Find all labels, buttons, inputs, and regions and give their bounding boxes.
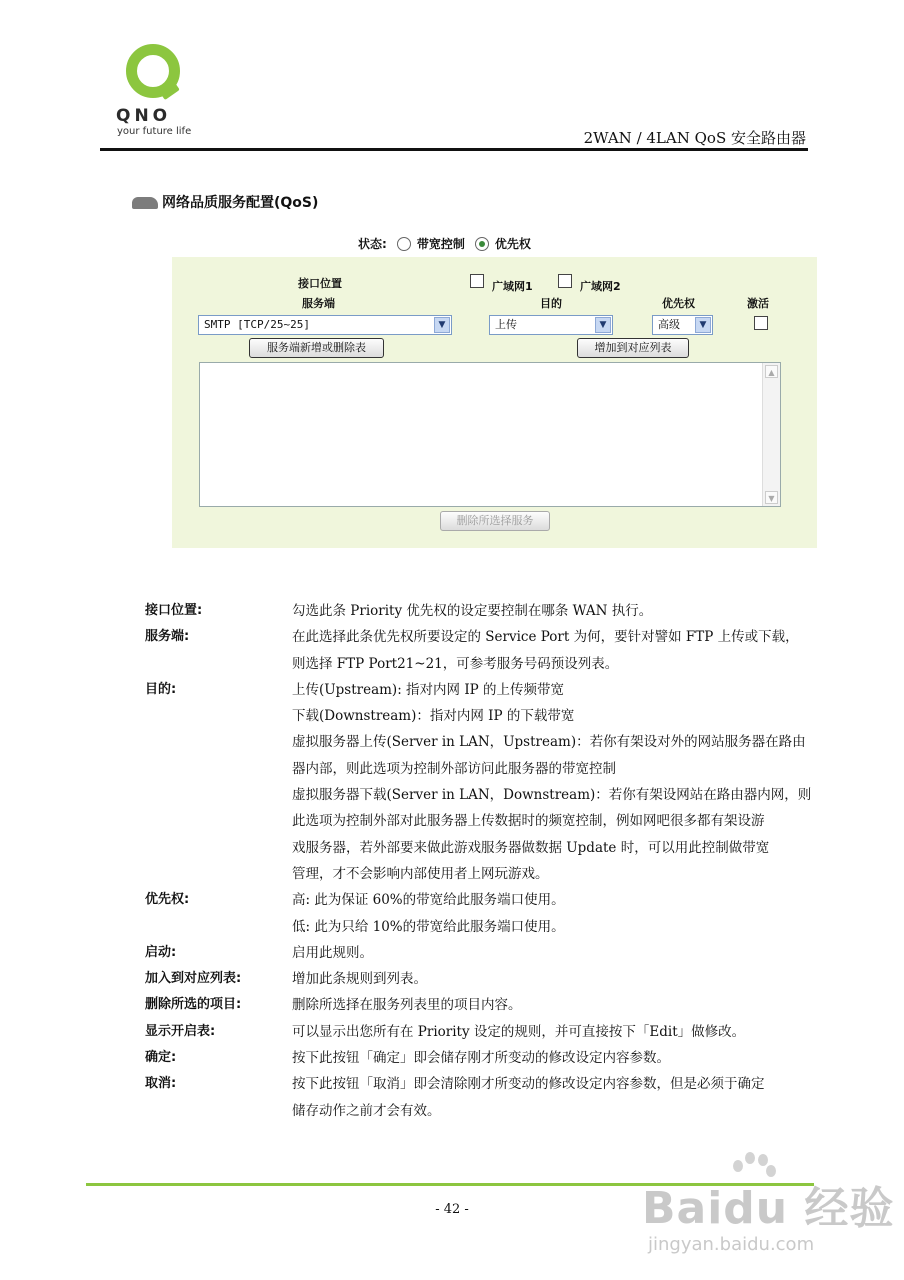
description-line: 可以显示出您所有在 Priority 设定的规则，并可直接按下「Edit」做修改。 [292,1023,746,1040]
description-text [292,940,825,966]
description-line: 删除所选择在服务列表里的项目内容。 [292,997,522,1014]
wan1-checkbox[interactable] [470,274,484,288]
document-title: 2WAN / 4LAN QoS 安全路由器 [583,129,806,147]
description-row [145,940,825,966]
description-line: 虚拟服务器下载(Server in LAN，Downstream)：若你有架设网站在路由器内网，则 [292,787,812,804]
description-line: 按下此按钮「确定」即会储存刚才所变动的修改设定内容参数。 [292,1050,670,1067]
priority-select[interactable] [652,315,713,335]
service-select[interactable] [198,315,452,335]
delete-selected-button[interactable]: 删除所选择服务 [440,511,550,531]
mode-label: 状态: [358,237,387,251]
service-edit-button[interactable]: 服务端新增或删除表 [249,338,384,358]
chevron-down-icon: ▼ [695,317,711,333]
rule-list[interactable] [199,362,781,507]
qos-config-panel [172,257,817,548]
wan2-checkbox[interactable] [558,274,572,288]
bullet-icon [132,197,158,209]
priority-label: 优先权 [662,297,695,310]
description-term: 确定: [145,1050,177,1066]
description-line: 低: 此为只给 10%的带宽给此服务端口使用。 [292,918,565,935]
header-divider [100,148,808,151]
description-term: 删除所选的项目: [145,997,242,1013]
radio-bandwidth-control[interactable] [397,237,411,251]
page-number: - 42 - [435,1202,469,1217]
chevron-down-icon: ▼ [595,317,611,333]
scroll-up-icon[interactable]: ▲ [765,365,778,378]
logo-tagline: your future life [117,126,192,137]
radio-priority[interactable] [475,237,489,251]
chevron-down-icon: ▼ [434,317,450,333]
description-row [145,677,825,887]
service-select-value: SMTP [TCP/25~25] [204,318,310,331]
scroll-down-icon[interactable]: ▼ [765,491,778,504]
description-text [292,966,825,992]
description-line: 勾选此条 Priority 优先权的设定要控制在哪条 WAN 执行。 [292,603,653,619]
description-line: 则选择 FTP Port21~21，可参考服务号码预设列表。 [292,655,619,672]
description-term: 取消: [145,1076,177,1092]
description-line: 此选项为控制外部对此服务器上传数据时的频宽控制，例如网吧很多都有架设游 [292,813,765,830]
wan2-label: 广域网2 [580,280,621,293]
description-term: 显示开启表: [145,1023,216,1039]
description-text [292,624,825,677]
watermark-brand: Baidu 经验 [642,1183,895,1234]
description-row [145,1071,825,1124]
mode-option-bandwidth: 带宽控制 [416,237,465,251]
description-term: 服务端: [145,629,190,645]
list-scrollbar[interactable] [762,363,780,506]
description-term: 接口位置: [145,603,203,618]
mode-selector [358,235,531,252]
enable-label: 激活 [747,297,769,310]
logo-wordmark: QNO [116,106,172,126]
description-text [292,1019,825,1045]
description-text [292,1045,825,1071]
wan1-label: 广域网1 [492,280,533,293]
description-line: 高: 此为保证 60%的带宽给此服务端口使用。 [292,892,565,909]
add-to-list-button[interactable]: 增加到对应列表 [577,338,689,358]
description-row [145,1045,825,1071]
qno-logo [112,44,202,139]
description-text [292,992,825,1018]
priority-select-value: 高级 [658,318,680,331]
description-term: 启动: [145,944,177,960]
description-line: 启用此规则。 [292,944,373,961]
enable-checkbox[interactable] [754,316,768,330]
description-row [145,887,825,940]
direction-select-value: 上传 [495,318,517,331]
description-line: 在此选择此条优先权所要设定的 Service Port 为何，要针对譬如 FTP 上传或下载， [292,629,799,646]
description-line: 管理，才不会影响内部使用者上网玩游戏。 [292,865,549,882]
description-line: 储存动作之前才会有效。 [292,1102,441,1119]
description-row [145,966,825,992]
description-line: 增加此条规则到列表。 [292,971,427,988]
watermark-url: jingyan.baidu.com [648,1234,815,1255]
field-descriptions [145,598,825,1124]
description-row [145,1019,825,1045]
mode-option-priority: 优先权 [494,237,531,251]
baidu-watermark [636,1150,895,1270]
description-row [145,992,825,1018]
section-title: 网络品质服务配置(QoS) [162,195,319,211]
interface-label: 接口位置 [298,277,342,290]
direction-select[interactable] [489,315,613,335]
description-term: 优先权: [145,892,190,908]
description-line: 虚拟服务器上传(Server in LAN，Upstream)：若你有架设对外的网站服务器在路由 [292,734,806,751]
description-text [292,887,825,940]
description-text [292,598,825,624]
description-term: 加入到对应列表: [145,971,242,987]
description-line: 下载(Downstream)：指对内网 IP 的下载带宽 [292,708,575,725]
description-row [145,598,825,624]
description-text [292,677,825,887]
description-line: 上传(Upstream): 指对内网 IP 的上传频带宽 [292,681,565,698]
description-line: 按下此按钮「取消」即会清除刚才所变动的修改设定内容参数，但是必须于确定 [292,1076,765,1093]
direction-label: 目的 [540,297,562,310]
section-heading [132,192,318,212]
description-term: 目的: [145,681,177,697]
service-label: 服务端 [302,297,335,310]
description-text [292,1071,825,1124]
description-line: 器内部，则此选项为控制外部访问此服务器的带宽控制 [292,760,616,777]
description-row [145,624,825,677]
description-line: 戏服务器，若外部要来做此游戏服务器做数据 Update 时，可以用此控制做带宽 [292,839,770,856]
